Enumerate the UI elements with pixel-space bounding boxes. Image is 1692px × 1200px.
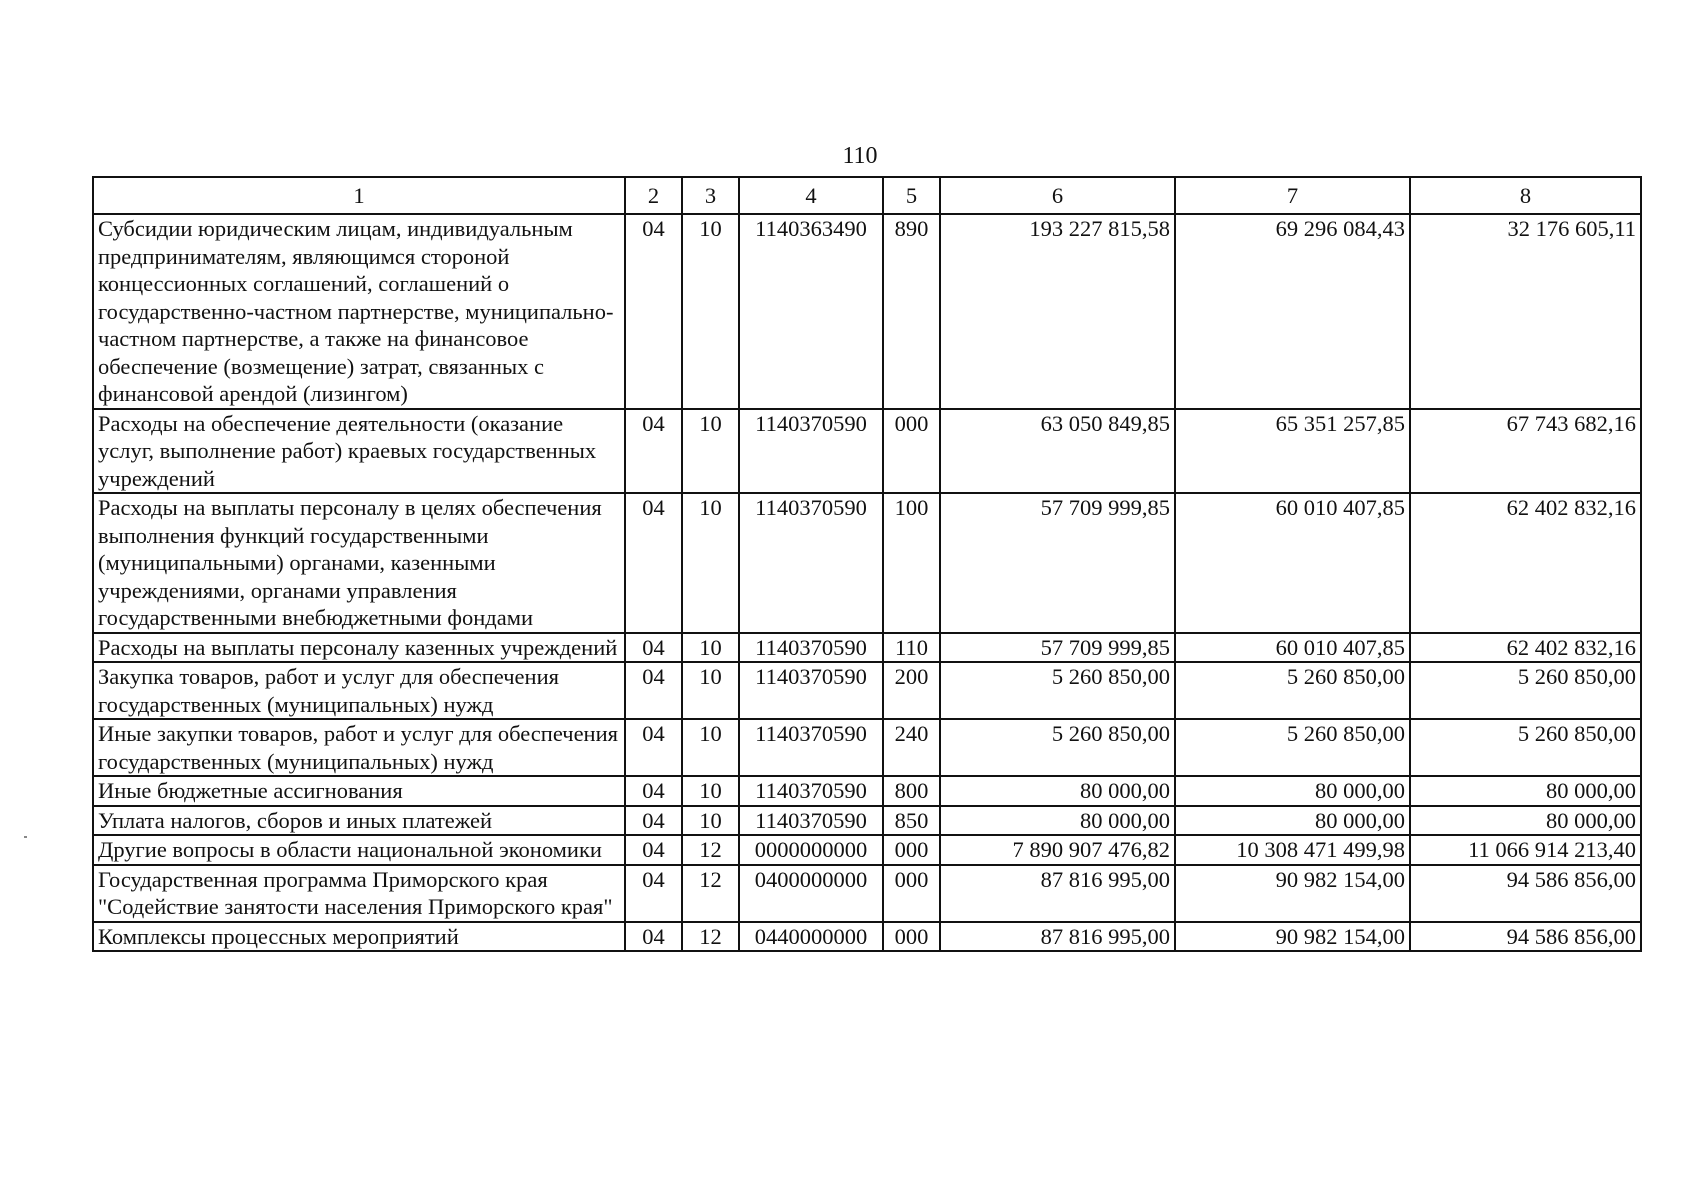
amount-col-6: 80 000,00: [940, 806, 1175, 836]
amount-col-6: 5 260 850,00: [940, 662, 1175, 719]
header-col-4: 4: [739, 177, 883, 214]
amount-col-8: 62 402 832,16: [1410, 633, 1641, 663]
expense-name: Уплата налогов, сборов и иных платежей: [93, 806, 625, 836]
subsection-code: 10: [682, 662, 739, 719]
section-code: 04: [625, 719, 682, 776]
header-col-7: 7: [1175, 177, 1410, 214]
expense-type-code: 000: [883, 409, 940, 494]
section-code: 04: [625, 865, 682, 922]
table-row: [93, 633, 1641, 663]
expense-name: Субсидии юридическим лицам, индивидуальным предпринимателям, являющимся стороной концессионных соглашений, соглашений о государственно-частном партнерстве, муниципально-частном партнерстве, а также на финансовое обеспечение (возмещение) затрат, связанных с финансовой арендой (лизингом): [93, 214, 625, 409]
amount-col-7: 60 010 407,85: [1175, 633, 1410, 663]
expense-name: Расходы на обеспечение деятельности (оказание услуг, выполнение работ) краевых государственных учреждений: [93, 409, 625, 494]
table-row: [93, 493, 1641, 633]
header-row: [93, 177, 1641, 214]
expense-type-code: 000: [883, 922, 940, 952]
amount-col-6: 5 260 850,00: [940, 719, 1175, 776]
amount-col-6: 57 709 999,85: [940, 633, 1175, 663]
table-row: [93, 662, 1641, 719]
page-number: 110: [842, 143, 878, 169]
amount-col-6: 87 816 995,00: [940, 865, 1175, 922]
expense-name: Иные закупки товаров, работ и услуг для обеспечения государственных (муниципальных) нужд: [93, 719, 625, 776]
target-article-code: 1140370590: [739, 806, 883, 836]
expense-name: Расходы на выплаты персоналу казенных учреждений: [93, 633, 625, 663]
target-article-code: 1140370590: [739, 776, 883, 806]
expense-name: Иные бюджетные ассигнования: [93, 776, 625, 806]
expense-type-code: 800: [883, 776, 940, 806]
amount-col-8: 94 586 856,00: [1410, 922, 1641, 952]
section-code: 04: [625, 922, 682, 952]
amount-col-6: 63 050 849,85: [940, 409, 1175, 494]
amount-col-6: 193 227 815,58: [940, 214, 1175, 409]
table-row: [93, 776, 1641, 806]
table-row: [93, 806, 1641, 836]
amount-col-6: 80 000,00: [940, 776, 1175, 806]
subsection-code: 10: [682, 214, 739, 409]
amount-col-7: 90 982 154,00: [1175, 865, 1410, 922]
target-article-code: 1140370590: [739, 493, 883, 633]
amount-col-7: 69 296 084,43: [1175, 214, 1410, 409]
expense-name: Закупка товаров, работ и услуг для обеспечения государственных (муниципальных) нужд: [93, 662, 625, 719]
target-article-code: 0400000000: [739, 865, 883, 922]
header-col-6: 6: [940, 177, 1175, 214]
amount-col-8: 5 260 850,00: [1410, 662, 1641, 719]
subsection-code: 12: [682, 835, 739, 865]
subsection-code: 10: [682, 806, 739, 836]
amount-col-8: 32 176 605,11: [1410, 214, 1641, 409]
section-code: 04: [625, 776, 682, 806]
target-article-code: 1140370590: [739, 662, 883, 719]
amount-col-7: 90 982 154,00: [1175, 922, 1410, 952]
amount-col-8: 80 000,00: [1410, 806, 1641, 836]
header-col-5: 5: [883, 177, 940, 214]
expense-type-code: 110: [883, 633, 940, 663]
section-code: 04: [625, 633, 682, 663]
expense-type-code: 850: [883, 806, 940, 836]
table-row: [93, 719, 1641, 776]
table-row: [93, 409, 1641, 494]
expense-name: Другие вопросы в области национальной экономики: [93, 835, 625, 865]
expense-type-code: 000: [883, 835, 940, 865]
amount-col-6: 7 890 907 476,82: [940, 835, 1175, 865]
amount-col-7: 60 010 407,85: [1175, 493, 1410, 633]
amount-col-8: 5 260 850,00: [1410, 719, 1641, 776]
amount-col-8: 11 066 914 213,40: [1410, 835, 1641, 865]
amount-col-8: 67 743 682,16: [1410, 409, 1641, 494]
subsection-code: 12: [682, 865, 739, 922]
expense-name: Расходы на выплаты персоналу в целях обеспечения выполнения функций государственными (муниципальными) органами, казенными учреждениями, органами управления государственными внебюджетными фондами: [93, 493, 625, 633]
target-article-code: 1140370590: [739, 633, 883, 663]
header-col-8: 8: [1410, 177, 1641, 214]
expense-type-code: 890: [883, 214, 940, 409]
section-code: 04: [625, 835, 682, 865]
budget-table: [92, 176, 1642, 952]
subsection-code: 10: [682, 493, 739, 633]
section-code: 04: [625, 493, 682, 633]
amount-col-7: 5 260 850,00: [1175, 662, 1410, 719]
subsection-code: 10: [682, 409, 739, 494]
subsection-code: 10: [682, 776, 739, 806]
amount-col-8: 94 586 856,00: [1410, 865, 1641, 922]
header-col-1: 1: [93, 177, 625, 214]
target-article-code: 1140370590: [739, 409, 883, 494]
amount-col-8: 62 402 832,16: [1410, 493, 1641, 633]
expense-name: Комплексы процессных мероприятий: [93, 922, 625, 952]
amount-col-7: 10 308 471 499,98: [1175, 835, 1410, 865]
amount-col-6: 57 709 999,85: [940, 493, 1175, 633]
table-row: [93, 922, 1641, 952]
amount-col-6: 87 816 995,00: [940, 922, 1175, 952]
expense-type-code: 100: [883, 493, 940, 633]
expense-name: Государственная программа Приморского края "Содействие занятости населения Приморского края": [93, 865, 625, 922]
header-col-3: 3: [682, 177, 739, 214]
amount-col-8: 80 000,00: [1410, 776, 1641, 806]
subsection-code: 10: [682, 719, 739, 776]
expense-type-code: 240: [883, 719, 940, 776]
table-row: [93, 835, 1641, 865]
target-article-code: 1140363490: [739, 214, 883, 409]
amount-col-7: 80 000,00: [1175, 776, 1410, 806]
table-row: [93, 214, 1641, 409]
target-article-code: 0000000000: [739, 835, 883, 865]
amount-col-7: 80 000,00: [1175, 806, 1410, 836]
expense-type-code: 200: [883, 662, 940, 719]
section-code: 04: [625, 662, 682, 719]
header-col-2: 2: [625, 177, 682, 214]
expense-type-code: 000: [883, 865, 940, 922]
section-code: 04: [625, 806, 682, 836]
amount-col-7: 65 351 257,85: [1175, 409, 1410, 494]
subsection-code: 10: [682, 633, 739, 663]
scan-speck: [24, 836, 27, 838]
section-code: 04: [625, 214, 682, 409]
subsection-code: 12: [682, 922, 739, 952]
section-code: 04: [625, 409, 682, 494]
target-article-code: 0440000000: [739, 922, 883, 952]
amount-col-7: 5 260 850,00: [1175, 719, 1410, 776]
target-article-code: 1140370590: [739, 719, 883, 776]
table-row: [93, 865, 1641, 922]
